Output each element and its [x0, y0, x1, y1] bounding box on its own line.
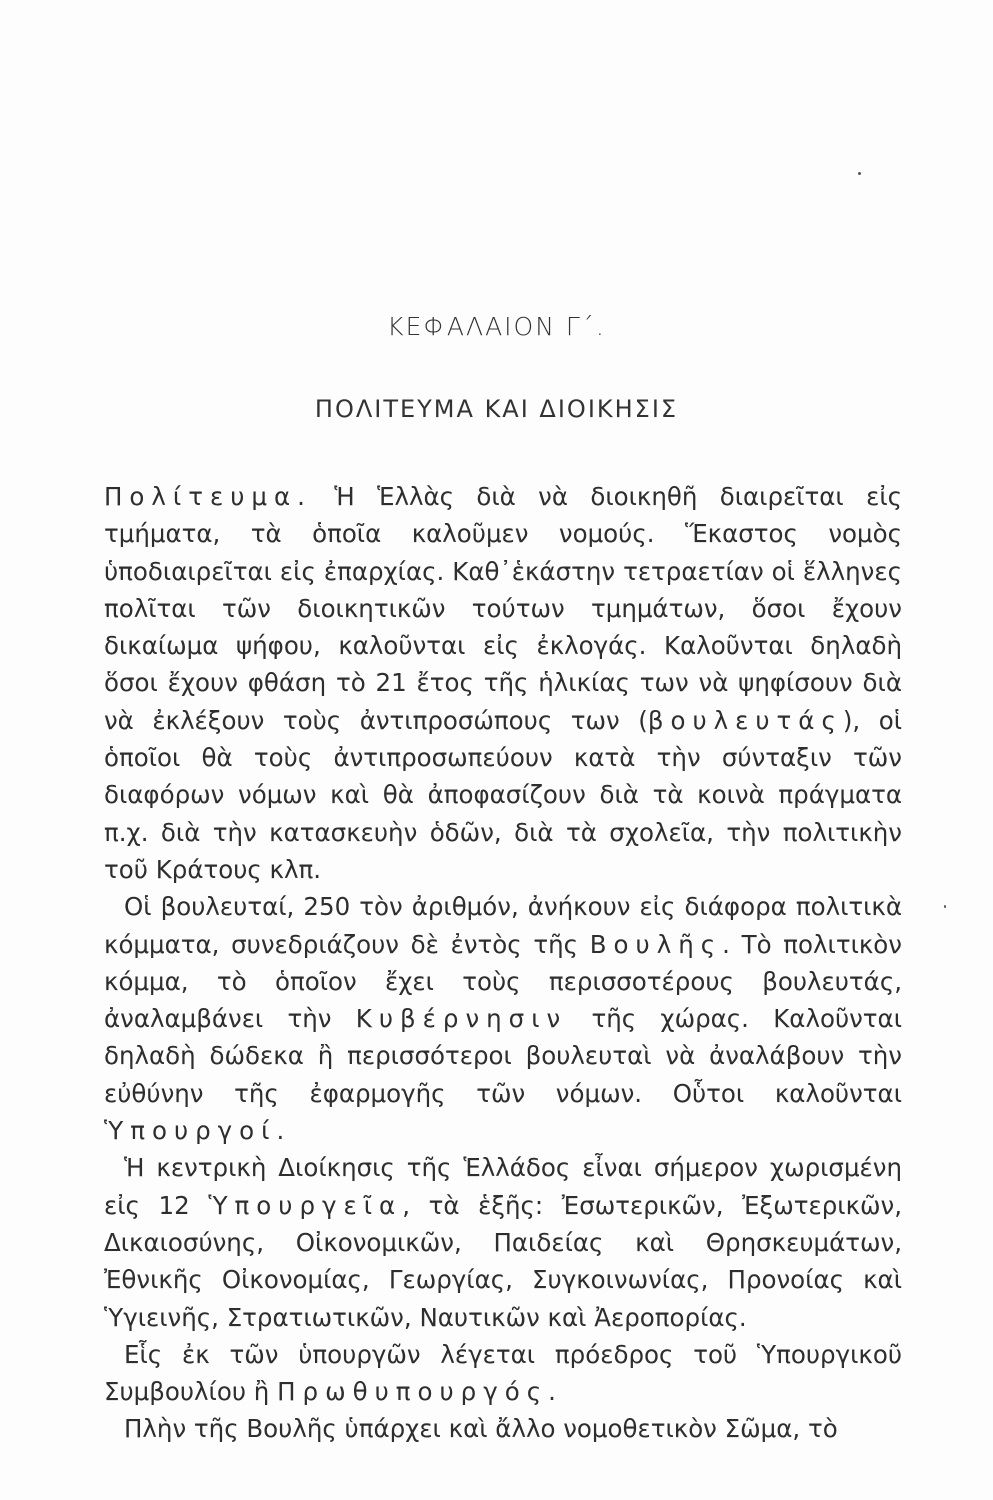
section-heading: ΠΟΛΙΤΕΥΜΑ ΚΑΙ ΔΙΟΙΚΗΣΙΣ — [314, 395, 679, 423]
paragraph-1 — [104, 478, 902, 888]
emphasized-term: Ὑπουργοί. — [104, 1116, 292, 1146]
paragraph-3 — [104, 1149, 902, 1335]
paragraph-text: , τὰ ἑξῆς: Ἐσωτερικῶν, Ἐξωτερικῶν, Δικαιοσύνης, Οἰκονομικῶν, Παιδείας καὶ Θρησκευμάτων, Ἐθνικῆς Οἰκονομίας, Γεωργίας, Συγκοινωνίας, Προνοίας καὶ Ὑγιεινῆς, Στρατιωτικῶν, Ναυτικῶν καὶ Ἀεροπορίας. — [104, 1190, 902, 1332]
paragraph-4 — [104, 1336, 902, 1411]
emphasized-term: Κυβέρνησιν — [355, 1004, 568, 1034]
paragraph-2 — [104, 888, 902, 1149]
emphasized-term: Βουλῆς — [589, 929, 723, 959]
paragraph-text: Εἷς ἐκ τῶν ὑπουργῶν λέγεται πρόεδρος τοῦ Ὑπουργικοῦ Συμβουλίου ἢ — [104, 1339, 902, 1407]
paper-speck — [944, 905, 946, 908]
paper-speck — [858, 172, 861, 175]
emphasized-term: Ὑπουργεῖα — [208, 1190, 403, 1220]
paragraph-text: Ἡ Ἑλλὰς διὰ νὰ διοικηθῆ διαιρεῖται εἰς τμήματα, τὰ ὁποῖα καλοῦμεν νομούς. Ἕκαστος νομὸς ὑποδιαιρεῖται εἰς ἐπαρχίας. Καθ᾽ἑκάστην τετραετίαν οἱ ἕλληνες πολῖται τῶν διοικητικῶν τούτων τμημάτων, ὅσοι ἔχουν δικαίωμα ψήφου, καλοῦνται εἰς ἐκλογάς. Καλοῦνται δηλαδὴ ὅσοι ἔχουν φθάση τὸ 21 ἔτος τῆς ἡλικίας των νὰ ψηφίσουν διὰ νὰ ἐκλέξουν τοὺς ἀντιπροσώπους των ( — [104, 482, 902, 735]
chapter-heading: ΚΕΦΑΛΑΙΟΝ Γ΄. — [387, 312, 606, 341]
paragraph-text: . Τὸ πολιτικὸν κόμμα, τὸ ὁποῖον ἔχει τοὺς περισσοτέρους βουλευτάς, ἀναλαμβάνει τὴν — [104, 929, 902, 1034]
paragraph-text: Ἡ κεντρικὴ Διοίκησις τῆς Ἑλλάδος εἶναι σήμερον χωρισμένη εἰς 12 — [104, 1153, 902, 1220]
paragraph-5 — [104, 1410, 902, 1447]
paragraph-text: τῆς χώρας. Καλοῦνται δηλαδὴ δώδεκα ἢ περισσότεροι βουλευταὶ νὰ ἀναλάβουν τὴν εὐθύνην τῆς ἐφαρμογῆς τῶν νόμων. Οὗτοι καλοῦνται — [104, 1004, 902, 1108]
paragraph-text: Οἱ βουλευταί, 250 τὸν ἀριθμόν, ἀνήκουν εἰς διάφορα πολιτικὰ κόμματα, συνεδριάζουν δὲ ἐντὸς τῆς — [104, 892, 902, 959]
body-text — [104, 478, 902, 1448]
paragraph-text: Πλὴν τῆς Βουλῆς ὑπάρχει καὶ ἄλλο νομοθετικὸν Σῶμα, τὸ — [124, 1414, 838, 1444]
paragraph-text: ), οἱ ὁποῖοι θὰ τοὺς ἀντιπροσωπεύουν κατὰ τὴν σύνταξιν τῶν διαφόρων νόμων καὶ θὰ ἀποφασίζουν διὰ τὰ κοινὰ πράγματα π.χ. διὰ τὴν κατασκευὴν ὁδῶν, διὰ τὰ σχολεῖα, τὴν πολιτικὴν τοῦ Κράτους κλπ. — [104, 705, 902, 884]
paragraph-lead-term: Πολίτευμα. — [104, 482, 312, 511]
emphasized-term: Πρωθυπουργός. — [277, 1377, 563, 1407]
emphasized-term: βουλευτάς — [647, 705, 843, 735]
